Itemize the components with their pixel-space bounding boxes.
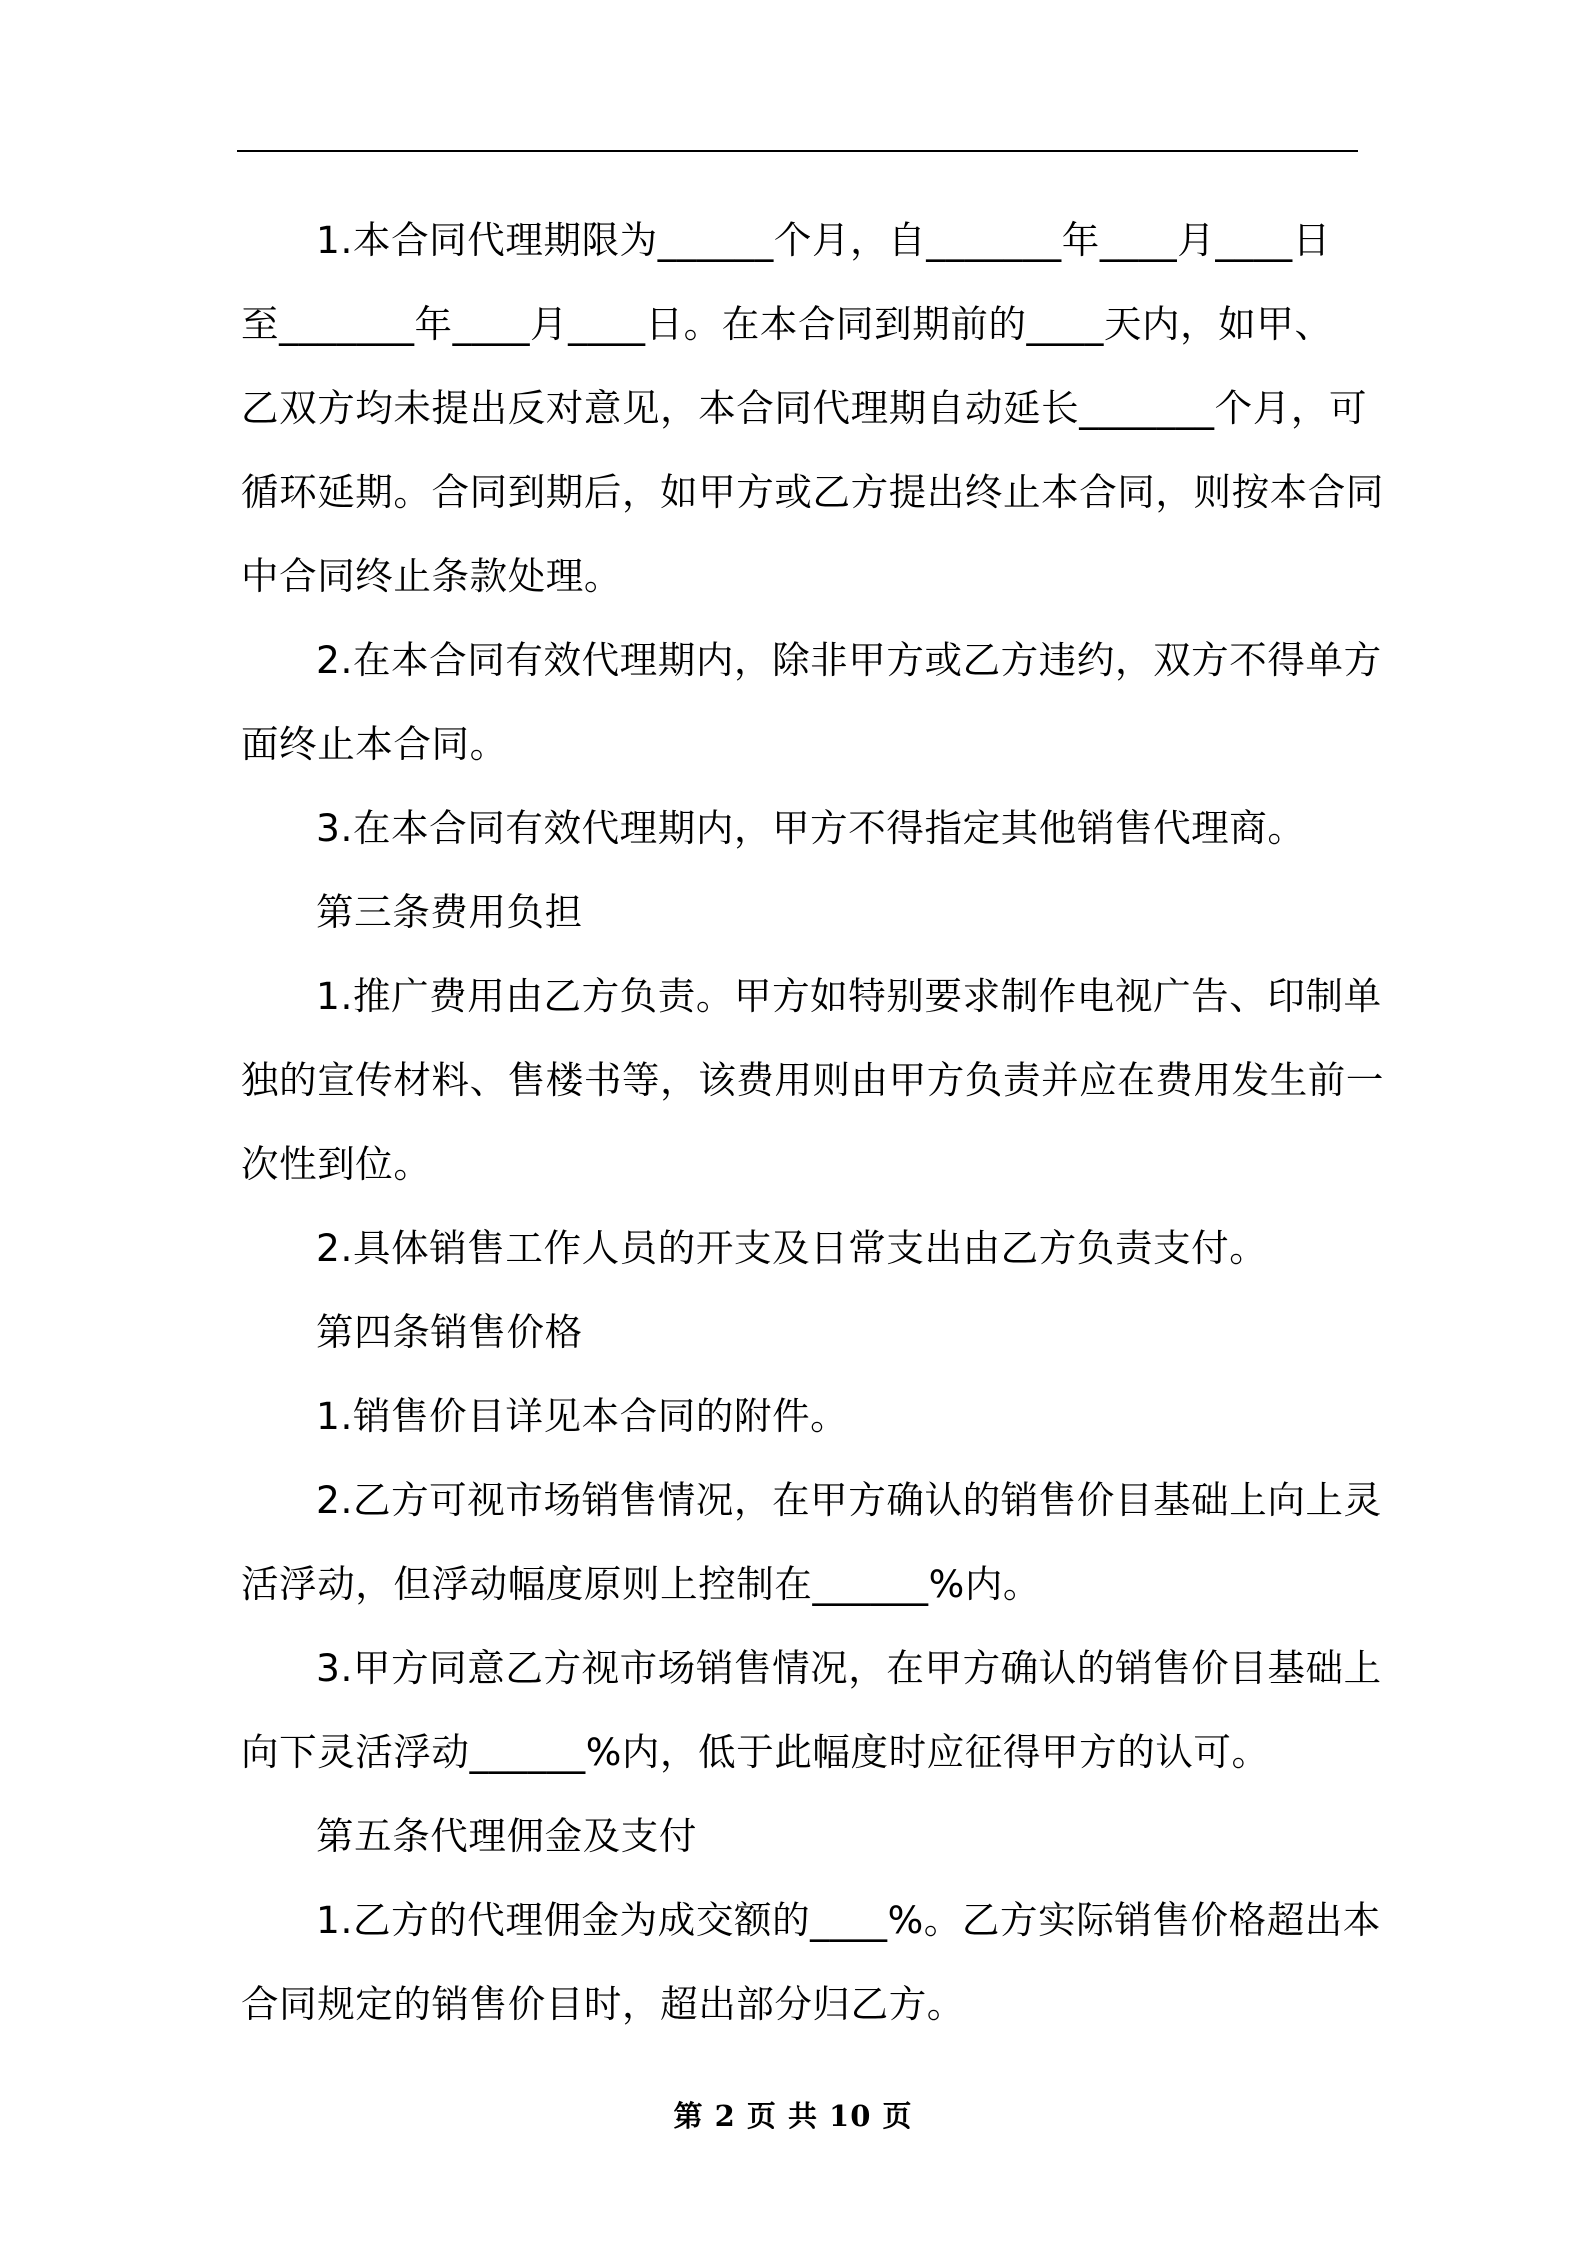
paragraph-line: 乙双方均未提出反对意见，本合同代理期自动延长_______个月，可	[241, 386, 1368, 430]
paragraph-line: 向下灵活浮动______%内，低于此幅度时应征得甲方的认可。	[241, 1730, 1270, 1774]
section-heading: 第三条费用负担	[316, 890, 583, 934]
paragraph-line: 3.甲方同意乙方视市场销售情况，在甲方确认的销售价目基础上	[316, 1646, 1382, 1690]
section-heading: 第四条销售价格	[316, 1310, 583, 1354]
paragraph-line: 独的宣传材料、售楼书等，该费用则由甲方负责并应在费用发生前一	[241, 1058, 1384, 1102]
paragraph-line: 循环延期。合同到期后，如甲方或乙方提出终止本合同，则按本合同	[241, 470, 1384, 514]
paragraph-line: 至_______年____月____日。在本合同到期前的____天内，如甲、	[241, 302, 1333, 346]
paragraph-line: 2.乙方可视市场销售情况，在甲方确认的销售价目基础上向上灵	[316, 1478, 1382, 1522]
paragraph-line: 活浮动，但浮动幅度原则上控制在______%内。	[241, 1562, 1042, 1606]
paragraph-line: 2.具体销售工作人员的开支及日常支出由乙方负责支付。	[316, 1226, 1268, 1270]
paragraph-line: 1.乙方的代理佣金为成交额的____%。乙方实际销售价格超出本	[316, 1898, 1382, 1942]
paragraph-line: 合同规定的销售价目时，超出部分归乙方。	[241, 1982, 965, 2026]
page-number: 第 2 页 共 10 页	[673, 2099, 913, 2133]
paragraph-line: 中合同终止条款处理。	[241, 554, 622, 598]
paragraph-line: 1.销售价目详见本合同的附件。	[316, 1394, 849, 1438]
paragraph-line: 面终止本合同。	[241, 722, 508, 766]
header-rule	[237, 150, 1358, 152]
paragraph-line: 1.本合同代理期限为______个月，自_______年____月____日	[316, 218, 1331, 262]
paragraph-line: 3.在本合同有效代理期内，甲方不得指定其他销售代理商。	[316, 806, 1306, 850]
contract-body	[241, 198, 1384, 2046]
paragraph-line: 次性到位。	[241, 1142, 432, 1186]
section-heading: 第五条代理佣金及支付	[316, 1814, 697, 1858]
paragraph-line: 1.推广费用由乙方负责。甲方如特别要求制作电视广告、印制单	[316, 974, 1382, 1018]
paragraph-line: 2.在本合同有效代理期内，除非甲方或乙方违约，双方不得单方	[316, 638, 1382, 682]
